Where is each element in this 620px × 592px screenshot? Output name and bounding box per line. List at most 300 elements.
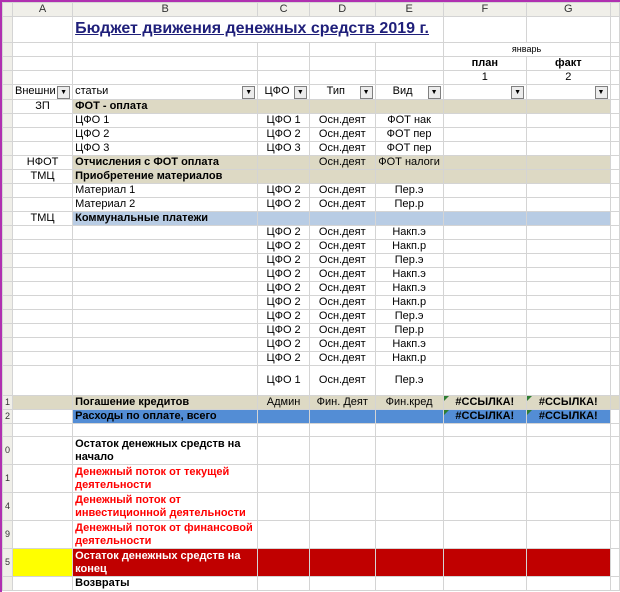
cell-external[interactable] xyxy=(13,184,73,198)
cell-fact[interactable] xyxy=(527,268,610,282)
cell-plan[interactable] xyxy=(443,296,526,310)
cell[interactable] xyxy=(375,493,443,521)
row-header[interactable] xyxy=(3,142,13,156)
cell[interactable] xyxy=(13,549,73,577)
cell[interactable] xyxy=(13,57,73,71)
filter-dropdown-icon[interactable]: ▼ xyxy=(511,86,524,99)
cell-type[interactable]: Осн.деят xyxy=(309,184,375,198)
cell-kind[interactable]: Пер.р xyxy=(375,198,443,212)
cell[interactable] xyxy=(610,240,620,254)
cell-kind[interactable]: Накп.р xyxy=(375,352,443,366)
cell[interactable] xyxy=(610,549,620,577)
cell[interactable] xyxy=(73,57,258,71)
cell-fact[interactable] xyxy=(527,114,610,128)
cell-kind[interactable]: Фин.кред xyxy=(375,396,443,410)
cell-kind[interactable] xyxy=(375,212,443,226)
col-header-b[interactable]: B xyxy=(73,3,258,17)
cell-plan[interactable] xyxy=(443,310,526,324)
col-header-h[interactable] xyxy=(610,3,620,17)
cell-type[interactable]: Осн.деят xyxy=(309,352,375,366)
col-header-a[interactable]: A xyxy=(13,3,73,17)
row-header[interactable] xyxy=(3,296,13,310)
cell-cfo[interactable]: ЦФО 2 xyxy=(258,352,310,366)
cell[interactable] xyxy=(258,493,310,521)
cell[interactable] xyxy=(13,521,73,549)
row-header[interactable] xyxy=(3,85,13,100)
row-header[interactable] xyxy=(3,57,13,71)
cell[interactable] xyxy=(13,366,73,396)
cell[interactable] xyxy=(610,184,620,198)
cell-external[interactable] xyxy=(13,324,73,338)
cell[interactable] xyxy=(443,424,526,437)
cell-external[interactable]: НФОТ xyxy=(13,156,73,170)
cell[interactable] xyxy=(610,296,620,310)
filter-dropdown-icon[interactable]: ▼ xyxy=(57,86,70,99)
cell-external[interactable] xyxy=(13,310,73,324)
cell-plan[interactable] xyxy=(443,100,526,114)
cell[interactable] xyxy=(610,17,620,43)
cell-item[interactable] xyxy=(73,324,258,338)
title-cell[interactable] xyxy=(73,17,443,43)
cashflow-label[interactable]: Денежный поток от финансовой деятельности xyxy=(73,521,258,549)
cell-item[interactable] xyxy=(73,240,258,254)
cell[interactable] xyxy=(443,366,526,396)
cell[interactable] xyxy=(443,549,526,577)
cell-item[interactable]: Приобретение материалов xyxy=(73,170,258,184)
cell[interactable] xyxy=(527,437,610,465)
cell[interactable] xyxy=(13,17,73,43)
cell[interactable] xyxy=(527,521,610,549)
cell-kind[interactable] xyxy=(375,100,443,114)
cell[interactable] xyxy=(73,43,258,57)
cell-fact[interactable] xyxy=(527,226,610,240)
cell-type[interactable]: Осн.деят xyxy=(309,114,375,128)
cell[interactable] xyxy=(13,493,73,521)
filter-dropdown-icon[interactable]: ▼ xyxy=(360,86,373,99)
cell-plan[interactable] xyxy=(443,212,526,226)
cell-type[interactable]: Осн.деят xyxy=(309,156,375,170)
cell[interactable] xyxy=(527,465,610,493)
cell-item[interactable]: Возвраты xyxy=(73,577,258,591)
cell-cfo[interactable]: ЦФО 2 xyxy=(258,324,310,338)
cell[interactable] xyxy=(610,366,620,396)
cell-fact[interactable] xyxy=(527,240,610,254)
header-cell-g[interactable] xyxy=(527,85,610,100)
cell[interactable] xyxy=(258,549,310,577)
cell[interactable] xyxy=(258,437,310,465)
cell[interactable] xyxy=(258,410,310,424)
cell[interactable] xyxy=(375,410,443,424)
cell[interactable] xyxy=(610,43,620,57)
cell-external[interactable] xyxy=(13,240,73,254)
row-header[interactable] xyxy=(3,184,13,198)
cell-item[interactable] xyxy=(73,268,258,282)
fact-header[interactable]: факт xyxy=(527,57,610,71)
cell[interactable] xyxy=(443,465,526,493)
cell[interactable] xyxy=(309,521,375,549)
cell[interactable] xyxy=(258,43,310,57)
cell[interactable] xyxy=(610,142,620,156)
header-cell-d[interactable] xyxy=(309,85,375,100)
cell[interactable] xyxy=(610,424,620,437)
row-header[interactable] xyxy=(3,352,13,366)
cell[interactable] xyxy=(258,57,310,71)
cell-cfo[interactable]: ЦФО 2 xyxy=(258,184,310,198)
cell-kind[interactable]: Пер.э xyxy=(375,366,443,396)
cell[interactable] xyxy=(309,410,375,424)
cell-cfo[interactable] xyxy=(258,170,310,184)
cell-fact[interactable] xyxy=(527,198,610,212)
cell-plan[interactable] xyxy=(443,198,526,212)
cell-cfo[interactable]: ЦФО 3 xyxy=(258,142,310,156)
cell-plan[interactable] xyxy=(443,324,526,338)
cell[interactable] xyxy=(309,493,375,521)
cell[interactable] xyxy=(610,128,620,142)
cell-item[interactable] xyxy=(73,282,258,296)
cell-cfo[interactable]: ЦФО 2 xyxy=(258,282,310,296)
cell[interactable] xyxy=(610,352,620,366)
cell-cfo[interactable]: ЦФО 2 xyxy=(258,226,310,240)
row-header[interactable] xyxy=(3,156,13,170)
cell[interactable] xyxy=(13,577,73,591)
cell[interactable] xyxy=(309,437,375,465)
cell-fact[interactable] xyxy=(527,310,610,324)
row-header[interactable] xyxy=(3,282,13,296)
cell[interactable] xyxy=(610,71,620,85)
cell-kind[interactable]: Накп.р xyxy=(375,240,443,254)
cell-plan[interactable] xyxy=(443,268,526,282)
header-cell-e[interactable] xyxy=(375,85,443,100)
cell-fact[interactable] xyxy=(527,184,610,198)
cell[interactable] xyxy=(610,310,620,324)
cell[interactable] xyxy=(309,43,375,57)
cell-plan[interactable] xyxy=(443,156,526,170)
cell[interactable] xyxy=(527,17,610,43)
cell[interactable] xyxy=(309,465,375,493)
cell[interactable] xyxy=(258,71,310,85)
cell-plan[interactable] xyxy=(443,226,526,240)
cell-cfo[interactable]: ЦФО 2 xyxy=(258,198,310,212)
cell[interactable] xyxy=(610,85,620,100)
cell-plan[interactable] xyxy=(443,254,526,268)
cell[interactable] xyxy=(610,114,620,128)
cell-item[interactable]: Материал 2 xyxy=(73,198,258,212)
cell-cfo[interactable]: ЦФО 2 xyxy=(258,240,310,254)
cell[interactable] xyxy=(13,424,73,437)
cell[interactable] xyxy=(527,577,610,591)
cell-cfo[interactable] xyxy=(258,100,310,114)
cell[interactable] xyxy=(610,338,620,352)
cell-fact[interactable] xyxy=(527,212,610,226)
cell-type[interactable]: Осн.деят xyxy=(309,282,375,296)
cell-external[interactable] xyxy=(13,128,73,142)
cell[interactable] xyxy=(610,282,620,296)
cell-external[interactable]: ТМЦ xyxy=(13,170,73,184)
cell-external[interactable] xyxy=(13,268,73,282)
cell-plan[interactable] xyxy=(443,170,526,184)
cell-kind[interactable]: Пер.э xyxy=(375,184,443,198)
filter-dropdown-icon[interactable]: ▼ xyxy=(428,86,441,99)
row-header[interactable]: 0 xyxy=(3,437,13,465)
cell[interactable] xyxy=(258,424,310,437)
cell[interactable] xyxy=(13,465,73,493)
cell-cfo[interactable] xyxy=(258,212,310,226)
cell-cfo[interactable]: ЦФО 1 xyxy=(258,366,310,396)
cell-item[interactable]: ЦФО 2 xyxy=(73,128,258,142)
col-header-f[interactable]: F xyxy=(443,3,526,17)
row-header[interactable]: 4 xyxy=(3,493,13,521)
cell-external[interactable]: ТМЦ xyxy=(13,212,73,226)
cell[interactable] xyxy=(610,254,620,268)
month-cell[interactable]: январь xyxy=(443,43,610,57)
cell[interactable] xyxy=(375,424,443,437)
cell-item[interactable] xyxy=(73,254,258,268)
cell[interactable] xyxy=(375,43,443,57)
cell-plan[interactable] xyxy=(443,128,526,142)
cell-plan-error[interactable]: #ССЫЛКА! xyxy=(443,410,526,424)
cell-external[interactable] xyxy=(13,226,73,240)
cell-item[interactable]: Погашение кредитов xyxy=(73,396,258,410)
cell[interactable] xyxy=(375,437,443,465)
cell-fact[interactable] xyxy=(527,170,610,184)
cell[interactable] xyxy=(527,366,610,396)
cell-type[interactable]: Осн.деят xyxy=(309,366,375,396)
cell[interactable] xyxy=(610,170,620,184)
col-header-c[interactable]: C xyxy=(258,3,310,17)
row-header[interactable] xyxy=(3,366,13,396)
header-cell-f[interactable] xyxy=(443,85,526,100)
row-header[interactable] xyxy=(3,324,13,338)
filter-dropdown-icon[interactable]: ▼ xyxy=(294,86,307,99)
cell-fact[interactable] xyxy=(527,296,610,310)
cell-cfo[interactable]: ЦФО 2 xyxy=(258,268,310,282)
cell-plan[interactable] xyxy=(443,338,526,352)
row-header[interactable] xyxy=(3,577,13,591)
cell[interactable] xyxy=(610,212,620,226)
cell-item[interactable] xyxy=(73,352,258,366)
cell-item[interactable]: Материал 1 xyxy=(73,184,258,198)
cashflow-label[interactable]: Остаток денежных средств на конец xyxy=(73,549,258,577)
cell-kind[interactable]: Накп.э xyxy=(375,268,443,282)
cell[interactable] xyxy=(13,410,73,424)
row-header[interactable] xyxy=(3,212,13,226)
cell-kind[interactable]: ФОТ пер xyxy=(375,128,443,142)
cell-type[interactable]: Осн.деят xyxy=(309,142,375,156)
cell-type[interactable]: Осн.деят xyxy=(309,226,375,240)
cell-external[interactable] xyxy=(13,296,73,310)
cell-external[interactable] xyxy=(13,198,73,212)
cell-plan[interactable] xyxy=(443,240,526,254)
cell[interactable] xyxy=(610,437,620,465)
cell-external[interactable] xyxy=(13,142,73,156)
row-header[interactable]: 9 xyxy=(3,521,13,549)
cell[interactable] xyxy=(73,424,258,437)
cashflow-label[interactable]: Остаток денежных средств на начало xyxy=(73,437,258,465)
cell-cfo[interactable]: ЦФО 2 xyxy=(258,338,310,352)
row-header[interactable]: 2 xyxy=(3,410,13,424)
cell-cfo[interactable]: Админ xyxy=(258,396,310,410)
cell-external[interactable] xyxy=(13,254,73,268)
row-header[interactable]: 1 xyxy=(3,465,13,493)
row-header[interactable] xyxy=(3,226,13,240)
cell-fact[interactable] xyxy=(527,156,610,170)
cell[interactable] xyxy=(610,100,620,114)
cell[interactable] xyxy=(309,57,375,71)
cell-cfo[interactable]: ЦФО 1 xyxy=(258,114,310,128)
cell[interactable] xyxy=(610,268,620,282)
row-header[interactable] xyxy=(3,268,13,282)
header-cell-b[interactable] xyxy=(73,85,258,100)
cell[interactable] xyxy=(375,57,443,71)
cell[interactable] xyxy=(610,396,620,410)
cell-item[interactable]: Отчисления с ФОТ оплата xyxy=(73,156,258,170)
cell[interactable] xyxy=(258,521,310,549)
cell-item[interactable]: ФОТ - оплата xyxy=(73,100,258,114)
cell[interactable] xyxy=(610,410,620,424)
col-header-e[interactable]: E xyxy=(375,3,443,17)
row-header[interactable] xyxy=(3,100,13,114)
cell-kind[interactable]: Пер.э xyxy=(375,310,443,324)
row-header[interactable] xyxy=(3,17,13,43)
cell[interactable] xyxy=(375,549,443,577)
cell[interactable] xyxy=(73,366,258,396)
cell-kind[interactable]: ФОТ пер xyxy=(375,142,443,156)
col-header-d[interactable]: D xyxy=(309,3,375,17)
cell[interactable] xyxy=(13,396,73,410)
corner-cell[interactable] xyxy=(3,3,13,17)
cell-external[interactable] xyxy=(13,282,73,296)
cell-type[interactable]: Фин. Деят xyxy=(309,396,375,410)
cell-type[interactable]: Осн.деят xyxy=(309,254,375,268)
cell[interactable] xyxy=(375,71,443,85)
cell-cfo[interactable]: ЦФО 2 xyxy=(258,128,310,142)
cell-plan[interactable] xyxy=(443,184,526,198)
cell-kind[interactable]: ФОТ налоги xyxy=(375,156,443,170)
cell-type[interactable]: Осн.деят xyxy=(309,128,375,142)
cell-fact[interactable] xyxy=(527,254,610,268)
cell-plan[interactable] xyxy=(443,142,526,156)
cell-fact[interactable] xyxy=(527,282,610,296)
cell-plan-error[interactable]: #ССЫЛКА! xyxy=(443,396,526,410)
cell-fact[interactable] xyxy=(527,352,610,366)
filter-dropdown-icon[interactable]: ▼ xyxy=(595,86,608,99)
cell-cfo[interactable]: ЦФО 2 xyxy=(258,296,310,310)
cell-plan[interactable] xyxy=(443,282,526,296)
cell[interactable] xyxy=(527,424,610,437)
row-header[interactable] xyxy=(3,198,13,212)
cashflow-label[interactable]: Денежный поток от инвестиционной деятельности xyxy=(73,493,258,521)
cell-kind[interactable]: ФОТ нак xyxy=(375,114,443,128)
cell-type[interactable]: Осн.деят xyxy=(309,268,375,282)
cell-item[interactable] xyxy=(73,310,258,324)
cell[interactable] xyxy=(258,465,310,493)
row-header[interactable] xyxy=(3,338,13,352)
cell-cfo[interactable] xyxy=(258,156,310,170)
cell-type[interactable] xyxy=(309,170,375,184)
cell[interactable] xyxy=(375,577,443,591)
cell-item[interactable]: Коммунальные платежи xyxy=(73,212,258,226)
cell-external[interactable] xyxy=(13,114,73,128)
cell[interactable] xyxy=(375,521,443,549)
fact-number[interactable]: 2 xyxy=(527,71,610,85)
cell-type[interactable]: Осн.деят xyxy=(309,338,375,352)
col-header-g[interactable]: G xyxy=(527,3,610,17)
plan-number[interactable]: 1 xyxy=(443,71,526,85)
plan-header[interactable]: план xyxy=(443,57,526,71)
cell-plan[interactable] xyxy=(443,114,526,128)
cell-type[interactable]: Осн.деят xyxy=(309,310,375,324)
row-header[interactable] xyxy=(3,43,13,57)
cashflow-label[interactable]: Денежный поток от текущей деятельности xyxy=(73,465,258,493)
row-header[interactable]: 1 xyxy=(3,396,13,410)
cell[interactable] xyxy=(443,521,526,549)
cell[interactable] xyxy=(13,437,73,465)
row-header[interactable]: 5 xyxy=(3,549,13,577)
cell[interactable] xyxy=(309,424,375,437)
cell[interactable] xyxy=(527,549,610,577)
cell-fact[interactable] xyxy=(527,324,610,338)
cell-external[interactable]: ЗП xyxy=(13,100,73,114)
cell[interactable] xyxy=(610,493,620,521)
cell-fact-error[interactable]: #ССЫЛКА! xyxy=(527,396,610,410)
cell-external[interactable] xyxy=(13,352,73,366)
cell[interactable] xyxy=(610,324,620,338)
row-header[interactable] xyxy=(3,128,13,142)
cell-kind[interactable]: Накп.р xyxy=(375,296,443,310)
cell-type[interactable] xyxy=(309,100,375,114)
cell[interactable] xyxy=(610,465,620,493)
row-header[interactable] xyxy=(3,71,13,85)
header-cell-c[interactable] xyxy=(258,85,310,100)
cell[interactable] xyxy=(527,493,610,521)
row-header[interactable] xyxy=(3,310,13,324)
cell[interactable] xyxy=(610,198,620,212)
cell[interactable] xyxy=(258,577,310,591)
cell[interactable] xyxy=(610,577,620,591)
cell[interactable] xyxy=(309,577,375,591)
row-header[interactable] xyxy=(3,254,13,268)
cell-item[interactable]: ЦФО 1 xyxy=(73,114,258,128)
cell[interactable] xyxy=(13,71,73,85)
cell-plan[interactable] xyxy=(443,352,526,366)
cell-item[interactable] xyxy=(73,226,258,240)
cell-kind[interactable]: Накп.э xyxy=(375,226,443,240)
filter-dropdown-icon[interactable]: ▼ xyxy=(242,86,255,99)
cell[interactable] xyxy=(610,521,620,549)
cell-external[interactable] xyxy=(13,338,73,352)
cell-item[interactable] xyxy=(73,296,258,310)
cell-kind[interactable] xyxy=(375,170,443,184)
cell-type[interactable]: Осн.деят xyxy=(309,296,375,310)
cell[interactable] xyxy=(443,17,526,43)
cell-type[interactable] xyxy=(309,212,375,226)
cell[interactable] xyxy=(309,549,375,577)
cell-kind[interactable]: Пер.р xyxy=(375,324,443,338)
cell-cfo[interactable]: ЦФО 2 xyxy=(258,310,310,324)
cell-item[interactable] xyxy=(73,338,258,352)
cell[interactable] xyxy=(443,437,526,465)
cell[interactable] xyxy=(610,156,620,170)
row-header[interactable] xyxy=(3,240,13,254)
cell-fact[interactable] xyxy=(527,338,610,352)
cell-type[interactable]: Осн.деят xyxy=(309,324,375,338)
cell[interactable] xyxy=(610,57,620,71)
cell[interactable] xyxy=(443,577,526,591)
cell-cfo[interactable]: ЦФО 2 xyxy=(258,254,310,268)
row-header[interactable] xyxy=(3,114,13,128)
cell-kind[interactable]: Пер.э xyxy=(375,254,443,268)
row-header[interactable] xyxy=(3,424,13,437)
